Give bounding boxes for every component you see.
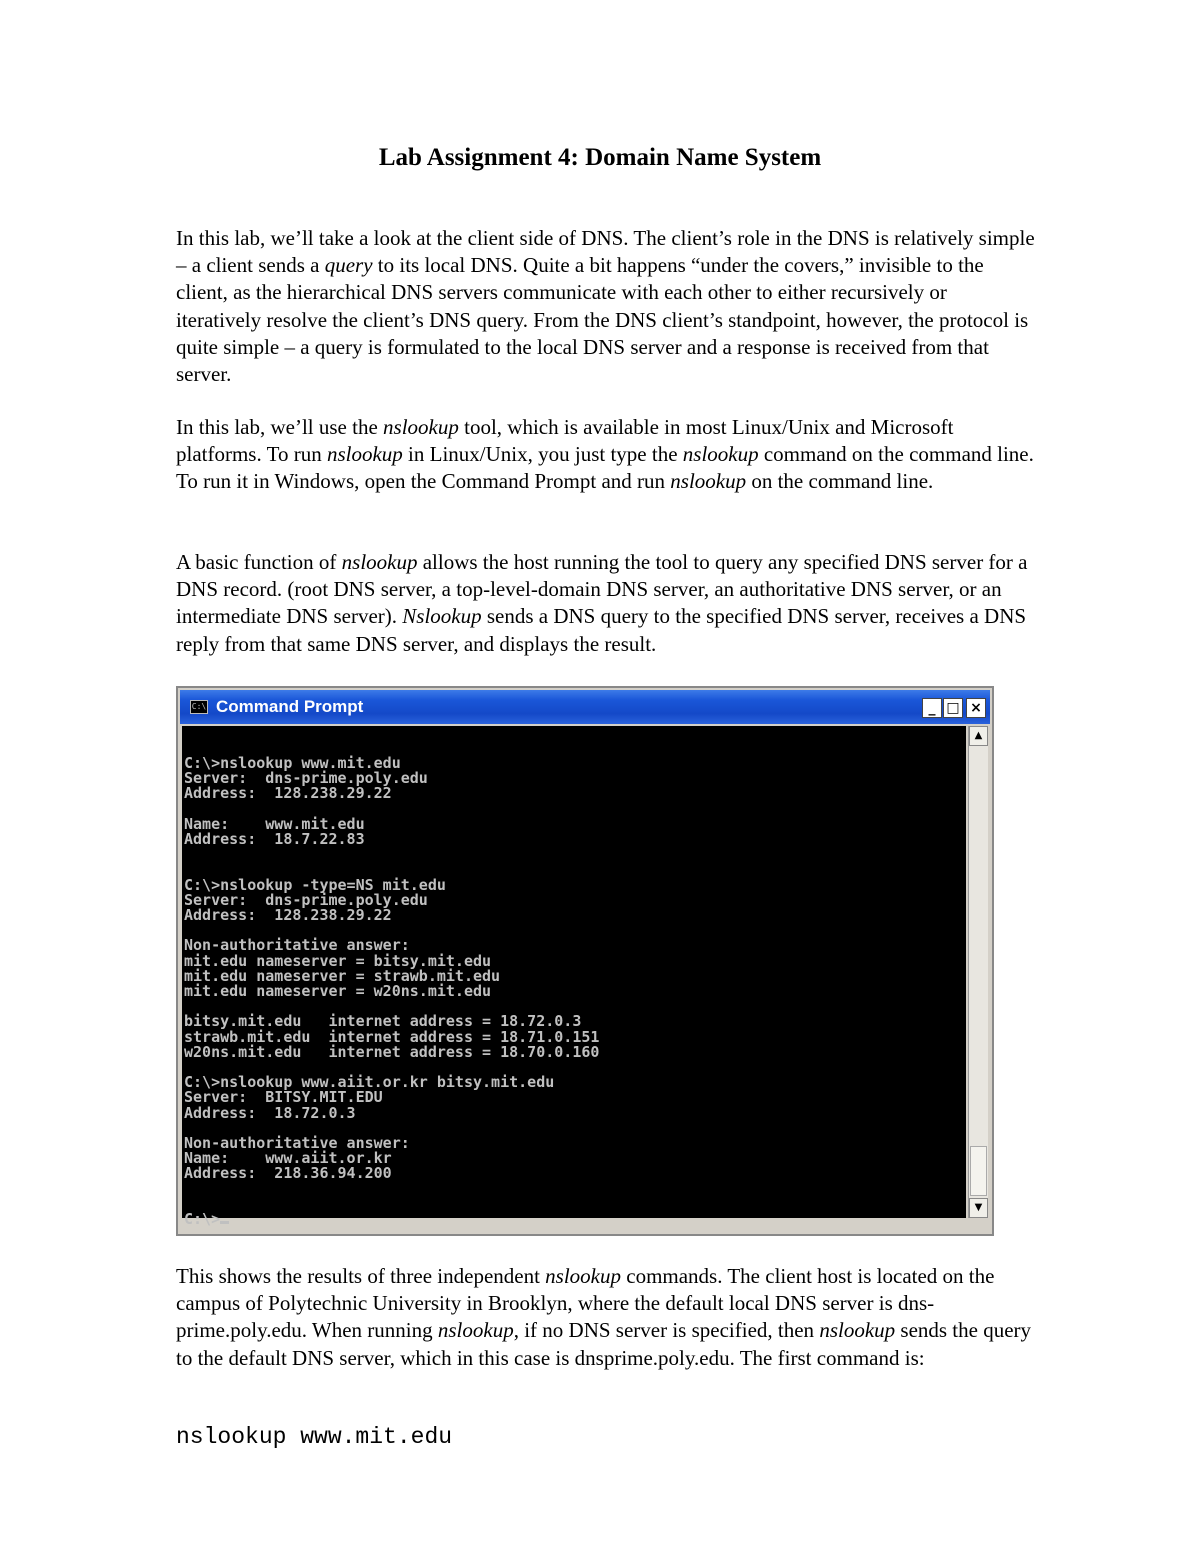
para2-italic-2: nslookup — [326, 442, 403, 467]
first-command: nslookup www.mit.edu — [176, 1424, 453, 1450]
para4-text-4: sends the query to the default DNS server, which in this case is dnsprime.poly.edu. The first command is: — [176, 1318, 1032, 1370]
para2-text-2: tool, which is available in most Linux/Unix and Microsoft platforms. To run — [176, 415, 954, 467]
para4-text-3: , if no DNS server is specified, then — [513, 1318, 820, 1343]
window-title: Command Prompt — [216, 697, 364, 716]
command-prompt-window — [176, 686, 994, 1236]
intro-paragraph — [176, 225, 1036, 388]
para3-italic-2: Nslookup — [402, 604, 482, 629]
para4-text-1: This shows the results of three independent — [176, 1264, 546, 1288]
para2-text-4: command on the command line. To run it in Windows, open the Command Prompt and run — [176, 442, 1034, 494]
page-title: Lab Assignment 4: Domain Name System — [378, 144, 822, 171]
results-paragraph — [176, 1263, 1036, 1372]
para3-text-2: allows the host running the tool to query any specified DNS server for a DNS record. (root DNS server, a top-level-domain DNS server, an authoritative DNS server, or an intermediate DNS server). — [176, 550, 1028, 629]
para3-italic-1: nslookup — [341, 550, 418, 574]
para2-italic-1: nslookup — [383, 415, 459, 439]
para1-text-2: to its local DNS. Quite a bit happens “under the covers,” invisible to the client, as the hierarchical DNS servers communicate with each other to either recursively or iteratively resolve the client’s DNS query. From the DNS client’s standpoint, however, the protocol is quite simple – a query is formulated to the local DNS server and a response is received from that server. — [176, 253, 1029, 387]
vertical-scrollbar[interactable] — [968, 726, 988, 1218]
basic-function-paragraph — [176, 549, 1036, 658]
scrollbar-thumb[interactable] — [970, 1146, 987, 1196]
para2-italic-4: nslookup — [670, 469, 747, 494]
para4-italic-3: nslookup — [819, 1318, 896, 1343]
para3-text-3: sends a DNS query to the specified DNS server, receives a DNS reply from that same DNS server, and displays the result. — [176, 604, 1027, 656]
para2-text-3: in Linux/Unix, you just type the — [402, 442, 683, 467]
nslookup-paragraph — [176, 414, 1036, 496]
scroll-down-arrow-icon[interactable]: ▼ — [969, 1198, 988, 1218]
para4-italic-2: nslookup — [437, 1318, 514, 1343]
console-icon: C:\ — [190, 700, 208, 714]
para1-text-1: In this lab, we’ll take a look at the client side of DNS. The client’s role in the DNS is relatively simple – a client sends a — [176, 226, 1035, 278]
console-text: C:\>nslookup www.mit.edu Server: dns-prime.poly.edu Address: 128.238.29.22 Name: www.mit.edu Address: 18.7.22.83 C:\>nslookup -type=NS mit.edu Server: dns-prime.poly.edu Address: 128.238.29.22 Non-authoritative answer: mit.edu nameserver = bitsy.mit.edu mit.edu nameserver = strawb.mit.edu mit.edu nameserver = w20ns.mit.edu bitsy.mit.edu internet address = 18.72.0.3 strawb.mit.edu internet address = 18.71.0.151 w20ns.mit.edu internet address = 18.70.0.160 C:\>nslookup www.aiit.or.kr bitsy.mit.edu Server: BITSY.MIT.EDU Address: 18.72.0.3 Non-authoritative answer: Name: www.aiit.or.kr Address: 218.36.94.200 C:\> — [184, 754, 600, 1229]
console-cursor — [220, 1221, 229, 1224]
para4-text-2: commands. The client host is located on the campus of Polytechnic University in Brooklyn, where the default local DNS server is dns-prime.poly.edu. When running — [176, 1264, 995, 1343]
para3-text-1: A basic function of — [176, 550, 342, 574]
para2-text-5: on the command line. — [746, 469, 934, 494]
minimize-button[interactable]: _ — [922, 698, 942, 718]
close-button[interactable]: × — [966, 698, 986, 718]
maximize-button[interactable]: □ — [943, 698, 963, 718]
console-output-area[interactable] — [182, 726, 966, 1229]
scroll-up-arrow-icon[interactable]: ▲ — [969, 726, 988, 746]
para2-italic-3: nslookup — [682, 442, 759, 467]
para1-italic-1: query — [324, 253, 373, 278]
para4-italic-1: nslookup — [545, 1264, 621, 1288]
para2-text-1: In this lab, we’ll use the — [176, 415, 384, 439]
window-titlebar[interactable] — [180, 690, 990, 724]
